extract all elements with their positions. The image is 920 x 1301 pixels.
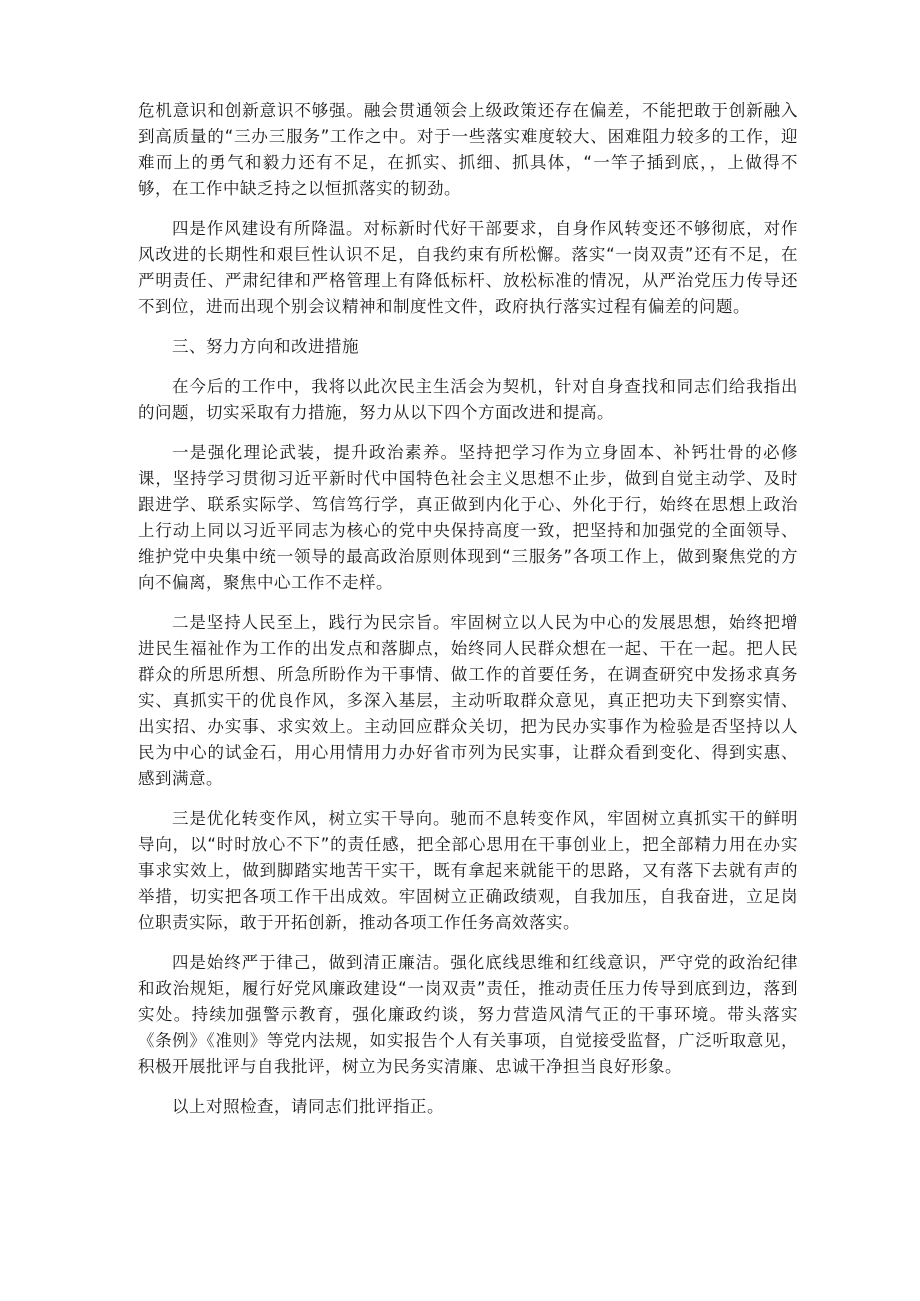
paragraph-intro: 在今后的工作中，我将以此次民主生活会为契机，针对自身查找和同志们给我指出的问题，切实采取有力措施，努力从以下四个方面改进和提高。 [138, 377, 798, 422]
section-heading-improvement: 三、努力方向和改进措施 [172, 337, 359, 356]
paragraph-style: 三是优化转变作风，树立实干导向。驰而不息转变作风，牢固树立真抓实干的鲜明导向，以“时时放心不下”的责任感，把全部心思用在干事创业上，把全部精力用在办实事求实效上，做到脚踏实地苦干实干，既有拿起来就能干的思路，又有落下去就有声的举措，切实把各项工作干出成效。牢固树立正确政绩观，自我加压，自我奋进，立足岗位职责实际，敢于开拓创新，推动各项工作任务高效落实。 [138, 809, 798, 932]
paragraph-integrity: 四是始终严于律己，做到清正廉洁。强化底线思维和红线意识，严守党的政治纪律和政治规矩，履行好党风廉政建设“一岗双责”责任，推动责任压力传导到底到边，落到实处。持续加强警示教育，强化廉政约谈，努力营造风清气正的干事环境。带头落实《条例》《准则》等党内法规，如实报告个人有关事项，自觉接受监督，广泛听取意见，积极开展批评与自我批评，树立为民务实清廉、忠诚干净担当良好形象。 [138, 953, 798, 1076]
document-body [138, 98, 798, 1134]
paragraph-theory: 一是强化理论武装，提升政治素养。坚持把学习作为立身固本、补钙壮骨的必修课，坚持学习贯彻习近平新时代中国特色社会主义思想不止步，做到自觉主动学、及时跟进学、联系实际学、笃信笃行学，真正做到内化于心、外化于行，始终在思想上政治上行动上同以习近平同志为核心的党中央保持高度一致，把坚持和加强党的全面领导、维护党中央集中统一领导的最高政治原则体现到“三服务”各项工作上，做到聚焦党的方向不偏离，聚焦中心工作不走样。 [138, 443, 798, 592]
paragraph-closing: 以上对照检查，请同志们批评指正。 [172, 1097, 444, 1116]
paragraph-people: 二是坚持人民至上，践行为民宗旨。牢固树立以人民为中心的发展思想，始终把增进民生福祉作为工作的出发点和落脚点，始终同人民群众想在一起、干在一起。把人民群众的所思所想、所急所盼作为干事情、做工作的首要任务，在调查研究中发扬求真务实、真抓实干的优良作风，多深入基层，主动听取群众意见，真正把功夫下到察实情、出实招、办实事、求实效上。主动回应群众关切，把为民办实事作为检验是否坚持以人民为中心的试金石，用心用情用力办好省市列为民实事，让群众看到变化、得到实惠、感到满意。 [138, 613, 798, 788]
paragraph-style-cooling: 四是作风建设有所降温。对标新时代好干部要求，自身作风转变还不够彻底，对作风改进的长期性和艰巨性认识不足，自我约束有所松懈。落实“一岗双责”还有不足，在严明责任、严肃纪律和严格管理上有降低标杆、放松标准的情况，从严治党压力传导还不到位，进而出现个别会议精神和制度性文件，政府执行落实过程有偏差的问题。 [138, 219, 798, 316]
paragraph-continuation: 危机意识和创新意识不够强。融会贯通领会上级政策还存在偏差，不能把敢于创新融入到高质量的“三办三服务”工作之中。对于一些落实难度较大、困难阻力较多的工作，迎难而上的勇气和毅力还有不足，在抓实、抓细、抓具体，“一竿子插到底，，上做得不够，在工作中缺乏持之以恒抓落实的韧劲。 [138, 101, 798, 198]
